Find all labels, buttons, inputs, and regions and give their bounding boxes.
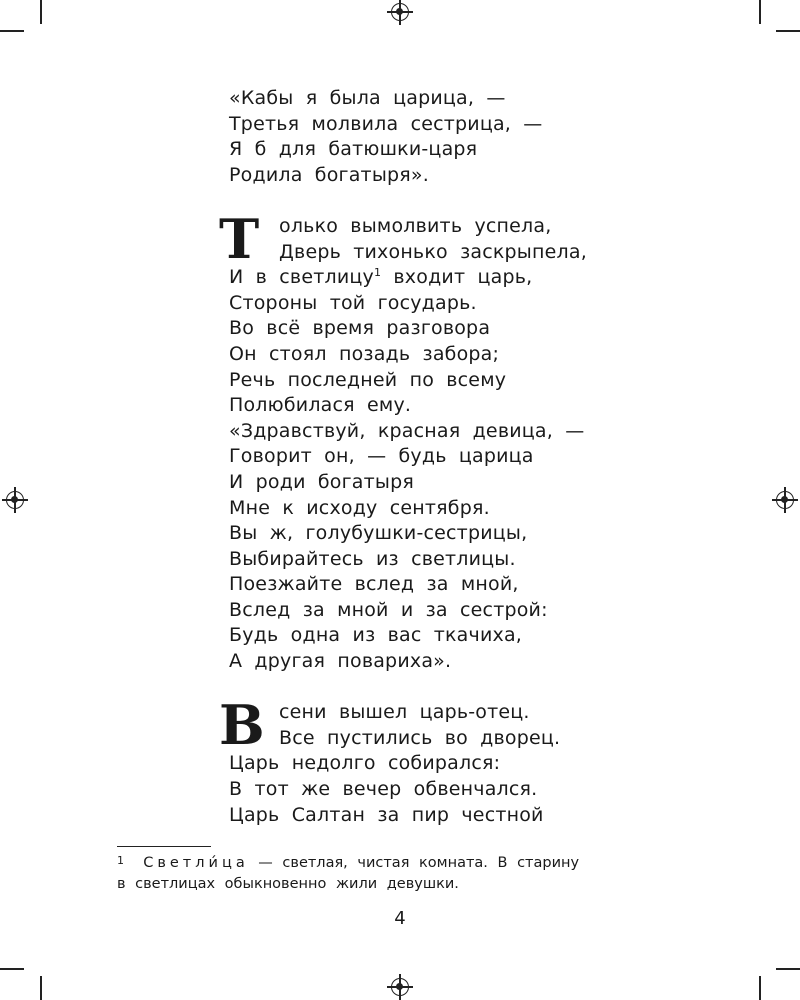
footnote-term: Светли́ца — [143, 855, 249, 871]
drop-cap: В — [219, 693, 265, 758]
poem-line: Царь недолго собирался: — [229, 752, 501, 775]
crop-mark — [0, 30, 24, 32]
drop-cap: Т — [219, 206, 260, 271]
poem-line: «Кабы я была царица, — — [229, 87, 506, 109]
footnote — [117, 853, 697, 895]
poem-line: сени вышел царь-отец. — [279, 701, 530, 724]
footnote-marker: 1 — [117, 854, 124, 867]
poem-line: Во всё время разговора — [229, 317, 491, 340]
poem-line: Царь Салтан за пир честной — [229, 803, 544, 826]
poem-line — [229, 265, 649, 291]
registration-mark-icon — [391, 3, 409, 21]
poem-line: Вслед за мной и за сестрой: — [229, 598, 548, 621]
footnote-reference[interactable]: 1 — [373, 266, 382, 280]
line-text: И в светлицу — [229, 266, 374, 289]
registration-mark-icon — [6, 491, 24, 509]
poem-line: Стороны той государь. — [229, 291, 477, 314]
poem-line: Поезжайте вслед за мной, — [229, 573, 519, 596]
footnote-line: в светлицах обыкновенно жили девушки. — [117, 876, 459, 892]
poem-line: Я б для батюшки-царя — [229, 138, 478, 161]
line-text: входит царь, — [381, 266, 533, 289]
crop-mark — [40, 0, 42, 24]
stanza-gap — [229, 675, 649, 701]
poem-line: В тот же вечер обвенчался. — [229, 778, 538, 801]
poem-line: Выбирайтесь из светлицы. — [229, 547, 516, 570]
poem-line: олько вымолвить успела, — [279, 214, 552, 237]
registration-mark-icon — [391, 978, 409, 996]
stanza-1 — [229, 86, 649, 188]
crop-mark — [776, 30, 800, 32]
poem-text — [219, 86, 649, 828]
footnote-definition: — светлая, чистая комната. В старину — [248, 855, 580, 871]
page-number: 4 — [394, 908, 406, 929]
poem-line: Вы ж, голубушки-сестрицы, — [229, 522, 528, 545]
footnote-divider — [117, 846, 211, 847]
poem-line: Мне к исходу сентября. — [229, 496, 490, 519]
poem-line: Говорит он, — будь царица — [229, 445, 534, 468]
stanza-3 — [219, 693, 649, 828]
registration-mark-icon — [776, 491, 794, 509]
poem-line: Дверь тихонько заскрыпела, — [279, 240, 587, 263]
poem-line: Все пустились во дворец. — [279, 726, 561, 749]
poem-line: Третья молвила сестрица, — — [229, 112, 543, 135]
poem-line: Полюбилася ему. — [229, 394, 412, 417]
poem-line: Речь последней по всему — [229, 368, 507, 391]
crop-mark — [776, 968, 800, 970]
poem-line: Будь одна из вас ткачиха, — [229, 624, 523, 647]
footnote-line — [117, 853, 697, 874]
crop-mark — [759, 0, 761, 24]
poem-line: Он стоял позадь забора; — [229, 342, 500, 365]
crop-mark — [0, 968, 24, 970]
crop-mark — [40, 976, 42, 1000]
crop-mark — [759, 976, 761, 1000]
poem-line: Родила богатыря». — [229, 163, 429, 186]
poem-line: И роди богатыря — [229, 470, 414, 493]
stanza-gap — [229, 188, 649, 214]
poem-line: «Здравствуй, красная девица, — — [229, 419, 585, 442]
poem-line: А другая повариха». — [229, 650, 452, 673]
stanza-2 — [219, 206, 649, 675]
